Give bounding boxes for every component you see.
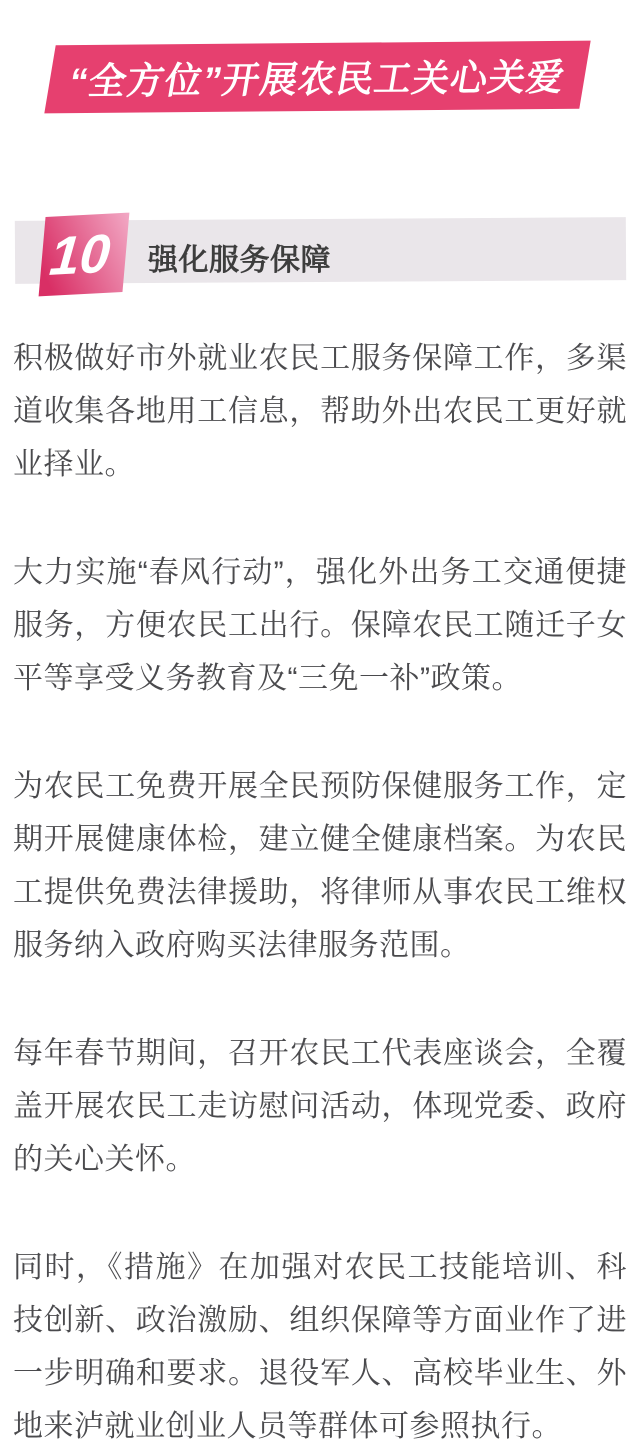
article-body	[0, 332, 640, 1453]
paragraph-2: 大力实施“春风行动”，强化外出务工交通便捷服务，方便农民工出行。保障农民工随迁子女平等享受义务教育及“三免一补”政策。	[13, 556, 627, 695]
paragraph-3: 为农民工免费开展全民预防保健服务工作，定期开展健康体检，建立健全健康档案。为农民工提供免费法律援助，将律师从事农民工维权服务纳入政府购买法律服务范围。	[13, 770, 627, 962]
section-number-badge	[39, 213, 130, 297]
banner-container	[50, 43, 640, 103]
section-header	[0, 215, 640, 295]
paragraph-4: 每年春节期间，召开农民工代表座谈会，全覆盖开展农民工走访慰问活动，体现党委、政府的关心关怀。	[13, 1037, 627, 1176]
paragraph-5: 同时，《措施》在加强对农民工技能培训、科技创新、政治激励、组织保障等方面业作了进一步明确和要求。退役军人、高校毕业生、外地来泸就业创业人员等群体可参照执行。	[13, 1251, 627, 1443]
section-title: 强化服务保障	[148, 244, 331, 277]
banner	[44, 41, 590, 114]
section-number: 10	[47, 222, 113, 287]
banner-title: “全方位”开展农民工关心关爱	[66, 56, 569, 103]
paragraph-1: 积极做好市外就业农民工服务保障工作，多渠道收集各地用工信息，帮助外出农民工更好就业择业。	[13, 342, 627, 481]
